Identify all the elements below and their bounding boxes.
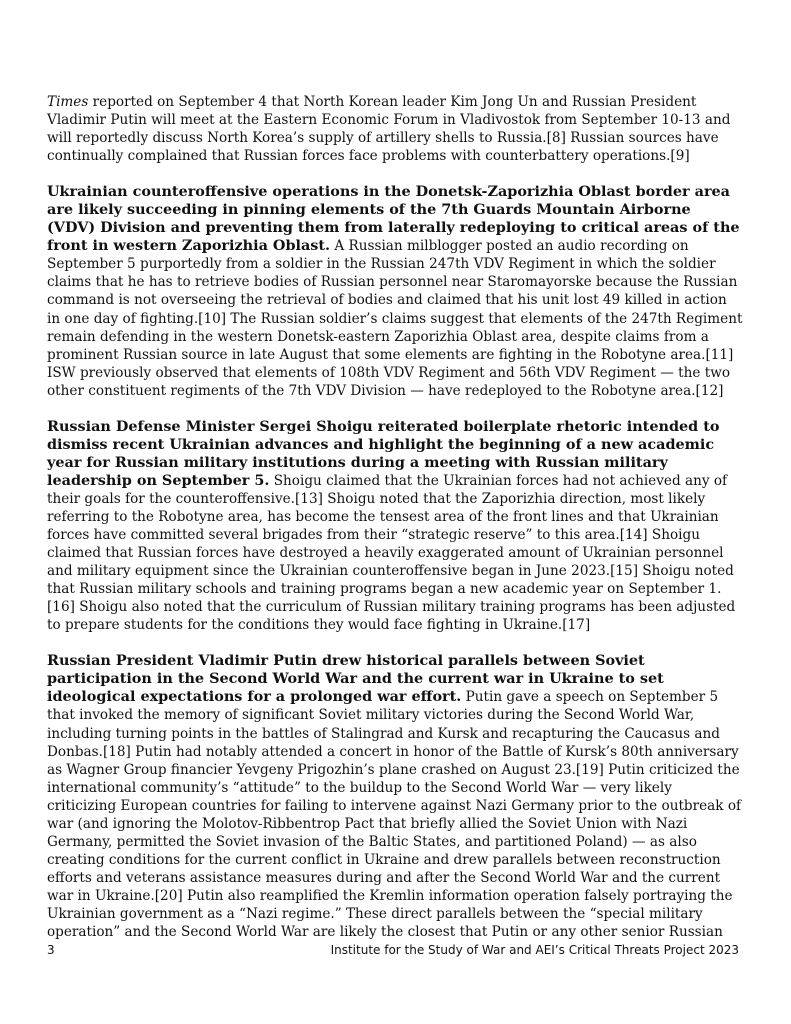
paragraph-4 bbox=[47, 652, 743, 941]
paragraph-1-italic: Times bbox=[47, 94, 89, 110]
paragraph-3 bbox=[47, 418, 743, 635]
paragraph-2-lead: Ukrainian counteroffensive operations in the Donetsk-Zaporizhia Oblast border area are likely succeeding in pinning elements of the 7th Guards Mountain Airborne (VDV) Division and preventing them from laterally redeploying to critical areas of the front in western Zaporizhia Oblast. bbox=[47, 183, 740, 255]
paragraph-3-lead: Russian Defense Minister Sergei Shoigu reiterated boilerplate rhetoric intended to dismiss recent Ukrainian advances and highlight the beginning of a new academic year for Russian military institutions during a meeting with Russian military leadership on September 5. bbox=[47, 417, 720, 489]
document-body bbox=[47, 93, 743, 959]
paragraph-1 bbox=[47, 93, 743, 165]
footer-organization: Institute for the Study of War and AEI’s Critical Threats Project 2023 bbox=[330, 943, 739, 957]
page-number: 3 bbox=[47, 943, 55, 957]
paragraph-3-body: Shoigu claimed that the Ukrainian forces had not achieved any of their goals for the counteroffensive.[13] Shoigu noted that the Zaporizhia direction, most likely referring to the Robotyne area, has become the tensest area of the front lines and that Ukrainian forces have committed several brigades from their “strategic reserve” to this area.[14] Shoigu claimed that Russian forces have destroyed a heavily exaggerated amount of Ukrainian personnel and military equipment since the Ukrainian counteroffensive began in June 2023.[15] Shoigu noted that Russian military schools and training programs began a new academic year on September 1.[16] Shoigu also noted that the curriculum of Russian military training programs has been adjusted to prepare students for the conditions they would face fighting in Ukraine.[17] bbox=[47, 472, 736, 634]
paragraph-2-body: A Russian milblogger posted an audio recording on September 5 purportedly from a soldier in the Russian 247th VDV Regiment in which the soldier claims that he has to retrieve bodies of Russian personnel near Staromayorske because the Russian command is not overseeing the retrieval of bodies and claimed that his unit lost 49 killed in action in one day of fighting.[10] The Russian soldier’s claims suggest that elements of the 247th Regiment remain defending in the western Donetsk-eastern Zaporizhia Oblast area, despite claims from a prominent Russian source in late August that some elements are fighting in the Robotyne area.[11] ISW previously observed that elements of 108th VDV Regiment and 56th VDV Regiment — the two other constituent regiments of the 7th VDV Division — have redeployed to the Robotyne area.[12] bbox=[47, 238, 743, 399]
paragraph-2 bbox=[47, 183, 743, 400]
paragraph-1-body: reported on September 4 that North Korean leader Kim Jong Un and Russian President Vladimir Putin will meet at the Eastern Economic Forum in Vladivostok from September 10-13 and will reportedly discuss North Korea’s supply of artillery shells to Russia.[8] Russian sources have continually complained that Russian forces face problems with counterbattery operations.[9] bbox=[47, 94, 731, 165]
paragraph-4-lead: Russian President Vladimir Putin drew historical parallels between Soviet participation in the Second World War and the current war in Ukraine to set ideological expectations for a prolonged war effort. bbox=[47, 652, 664, 706]
paragraph-4-body: Putin gave a speech on September 5 that invoked the memory of significant Soviet military victories during the Second World War, including turning points in the battles of Stalingrad and Kursk and recapturing the Caucasus and Donbas.[18] Putin had notably attended a concert in honor of the Battle of Kursk’s 80th anniversary as Wagner Group financier Yevgeny Prigozhin’s plane crashed on August 23.[19] Putin criticized the international community’s “attitude” to the buildup to the Second World War — very likely criticizing European countries for failing to intervene against Nazi Germany prior to the outbreak of war (and ignoring the Molotov-Ribbentrop Pact that briefly allied the Soviet Union with Nazi Germany, permitted the Soviet invasion of the Baltic States, and partitioned Poland) — as also creating conditions for the current conflict in Ukraine and drew parallels between reconstruction efforts and veterans assistance measures during and after the Second World War and the current war in Ukraine.[20] Putin also reamplified the Kremlin information operation falsely portraying the Ukrainian government as a “Nazi regime.” These direct parallels between the “special military operation” and the Second World War are likely the closest that Putin or any other senior Russian bbox=[47, 689, 742, 941]
